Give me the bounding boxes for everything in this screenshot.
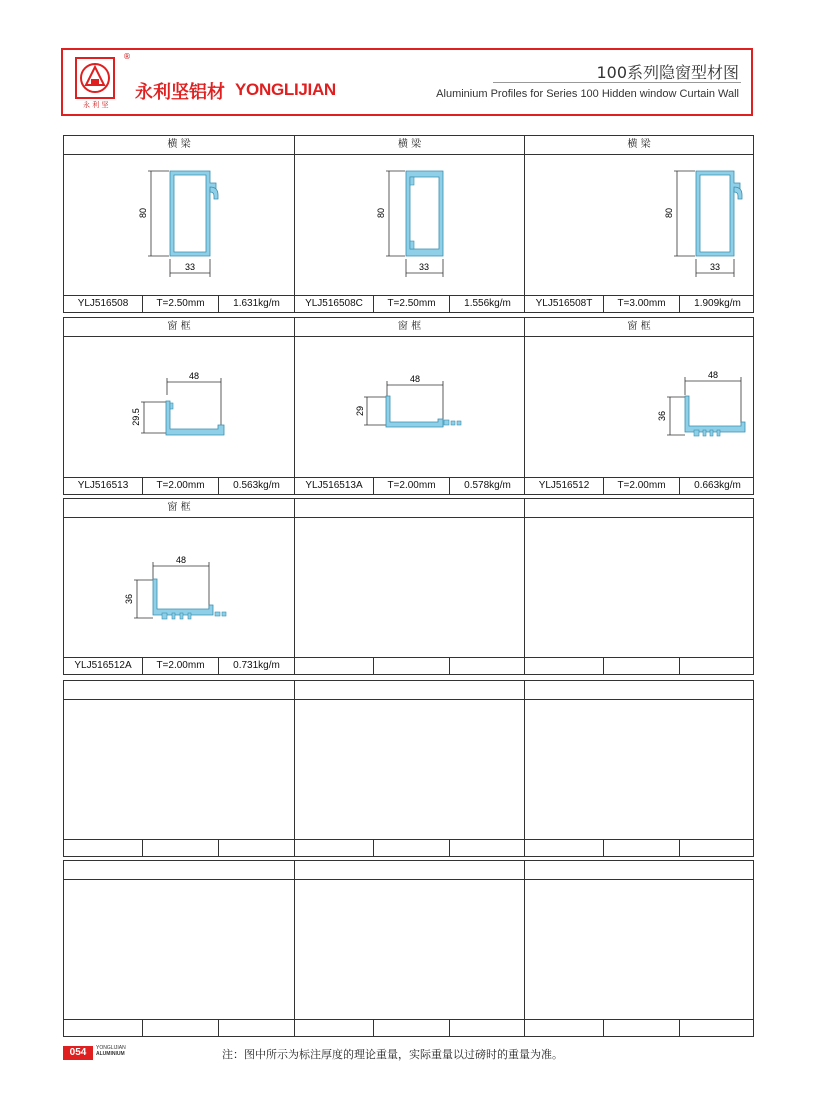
spec-blank (218, 1020, 294, 1036)
profile-heading: 窗 框 (64, 499, 294, 518)
profile-weight: 1.631kg/m (218, 296, 294, 312)
profile-code (525, 658, 603, 674)
spec-blank (373, 1020, 449, 1036)
spec-row (295, 657, 524, 674)
spec-blank (603, 840, 679, 856)
empty-cell (294, 861, 524, 1036)
page-title-en: Aluminium Profiles for Series 100 Hidden window Curtain Wall (436, 88, 739, 100)
profile-heading (295, 499, 524, 518)
title-divider (493, 82, 741, 83)
profile-drawing (64, 518, 294, 658)
profile-svg (525, 155, 754, 298)
spec-blank (218, 840, 294, 856)
profile-heading: 窗 框 (525, 318, 753, 337)
profile-drawing (295, 155, 524, 296)
spec-row (525, 657, 753, 674)
empty-heading (64, 861, 294, 880)
spec-blank (679, 1020, 755, 1036)
profile-svg (295, 155, 525, 298)
spec-blank (295, 840, 373, 856)
spec-row (64, 295, 294, 312)
registered-mark: ® (123, 52, 131, 61)
brand-name-en: YONGLIJIAN (235, 80, 336, 99)
dim-height: 29.5 (131, 408, 141, 426)
spec-blank (64, 840, 142, 856)
profile-thickness: T=2.00mm (603, 478, 679, 494)
spec-blank (64, 1020, 142, 1036)
dim-height: 80 (376, 207, 386, 219)
profile-code (295, 658, 373, 674)
profile-thickness: T=2.00mm (142, 478, 218, 494)
profile-thickness (373, 658, 449, 674)
profile-svg (64, 518, 294, 660)
footer-brand-line2: ALUMINIUM (96, 1051, 125, 1057)
profile-thickness: T=2.00mm (142, 658, 218, 674)
empty-cell (524, 861, 753, 1036)
profile-code: YLJ516512 (538, 480, 590, 491)
dim-height: 36 (657, 410, 667, 422)
profile-heading: 横 梁 (295, 136, 524, 155)
spec-blank (603, 1020, 679, 1036)
profile-weight: 0.663kg/m (679, 478, 755, 494)
footer-note: 注：图中所示为标注厚度的理论重量，实际重量以过磅时的重量为准。 (222, 1048, 563, 1061)
profile-heading (525, 499, 753, 518)
profile-cell (524, 136, 753, 312)
spec-row (295, 295, 524, 312)
empty-cell (64, 681, 294, 856)
profile-cell (64, 136, 294, 312)
profile-svg (64, 155, 294, 298)
profile-heading: 窗 框 (295, 318, 524, 337)
profile-code: YLJ516513 (77, 480, 129, 491)
empty-row-5 (63, 860, 754, 1037)
profile-heading: 窗 框 (64, 318, 294, 337)
profile-code: YLJ516508C (305, 298, 363, 309)
spec-blank (525, 840, 603, 856)
profile-svg (295, 337, 525, 480)
spec-blank (449, 1020, 525, 1036)
spec-row (64, 657, 294, 674)
spec-row (64, 1019, 294, 1036)
profile-code: YLJ516508 (77, 298, 129, 309)
dim-height: 80 (138, 207, 148, 219)
spec-row (295, 477, 524, 494)
profile-drawing (64, 155, 294, 296)
profile-thickness: T=2.00mm (373, 478, 449, 494)
spec-blank (679, 840, 755, 856)
profile-cell (64, 318, 294, 494)
page-title-cn: 100系列隐窗型材图 (596, 63, 739, 82)
profile-svg (525, 337, 754, 480)
profile-weight (679, 658, 755, 674)
profile-cell (524, 318, 753, 494)
logo-caption: 永 利 坚 (83, 101, 109, 109)
empty-cell (524, 681, 753, 856)
profile-code: YLJ516508T (535, 298, 593, 309)
spec-row (525, 295, 753, 312)
profile-weight: 0.578kg/m (449, 478, 525, 494)
profile-heading: 横 梁 (64, 136, 294, 155)
profile-row-1 (63, 135, 754, 313)
brand-name-cn: 永利坚铝材 (135, 82, 225, 103)
footer-brand (96, 1045, 126, 1057)
spec-blank (525, 1020, 603, 1036)
spec-row (525, 1019, 753, 1036)
dim-width: 48 (707, 370, 719, 380)
dim-height: 80 (664, 207, 674, 219)
spec-row (295, 839, 524, 856)
profile-thickness: T=2.50mm (373, 296, 449, 312)
dim-width: 33 (418, 262, 430, 272)
profile-row-3 (63, 498, 754, 675)
dim-width: 48 (188, 371, 200, 381)
profile-cell (294, 136, 524, 312)
profile-cell (294, 318, 524, 494)
footer-brand-line1: YONGLIJIAN (96, 1045, 126, 1051)
spec-row (525, 477, 753, 494)
spec-blank (373, 840, 449, 856)
profile-svg (64, 337, 294, 480)
profile-weight: 1.556kg/m (449, 296, 525, 312)
dim-width: 48 (409, 374, 421, 384)
profile-weight: 0.731kg/m (218, 658, 294, 674)
profile-cell (64, 499, 294, 674)
empty-cell (294, 681, 524, 856)
profile-drawing (525, 155, 753, 296)
profile-row-2 (63, 317, 754, 495)
spec-blank (142, 840, 218, 856)
page-number: 054 (63, 1046, 93, 1060)
spec-row (64, 839, 294, 856)
empty-heading (64, 681, 294, 700)
empty-cell (64, 861, 294, 1036)
profile-weight: 0.563kg/m (218, 478, 294, 494)
profile-drawing (525, 337, 753, 478)
spec-row (525, 839, 753, 856)
dim-height: 36 (124, 593, 134, 605)
dim-height: 29 (355, 405, 365, 417)
empty-cell (524, 499, 753, 674)
spec-row (295, 1019, 524, 1036)
dim-width: 33 (709, 262, 721, 272)
profile-thickness: T=3.00mm (603, 296, 679, 312)
empty-cell (294, 499, 524, 674)
dim-width: 33 (184, 262, 196, 272)
spec-blank (295, 1020, 373, 1036)
brand-logo-icon (75, 57, 115, 105)
empty-row-4 (63, 680, 754, 857)
spec-blank (142, 1020, 218, 1036)
spec-row (64, 477, 294, 494)
dim-width: 48 (175, 555, 187, 565)
empty-heading (525, 861, 753, 880)
profile-weight (449, 658, 525, 674)
profile-code: YLJ516513A (305, 480, 363, 491)
empty-heading (295, 861, 524, 880)
profile-thickness: T=2.50mm (142, 296, 218, 312)
profile-drawing (295, 337, 524, 478)
profile-code: YLJ516512A (74, 660, 132, 671)
empty-heading (295, 681, 524, 700)
spec-blank (449, 840, 525, 856)
profile-heading: 横 梁 (525, 136, 753, 155)
profile-weight: 1.909kg/m (679, 296, 755, 312)
profile-thickness (603, 658, 679, 674)
header-box (61, 48, 753, 116)
empty-heading (525, 681, 753, 700)
profile-drawing (64, 337, 294, 478)
